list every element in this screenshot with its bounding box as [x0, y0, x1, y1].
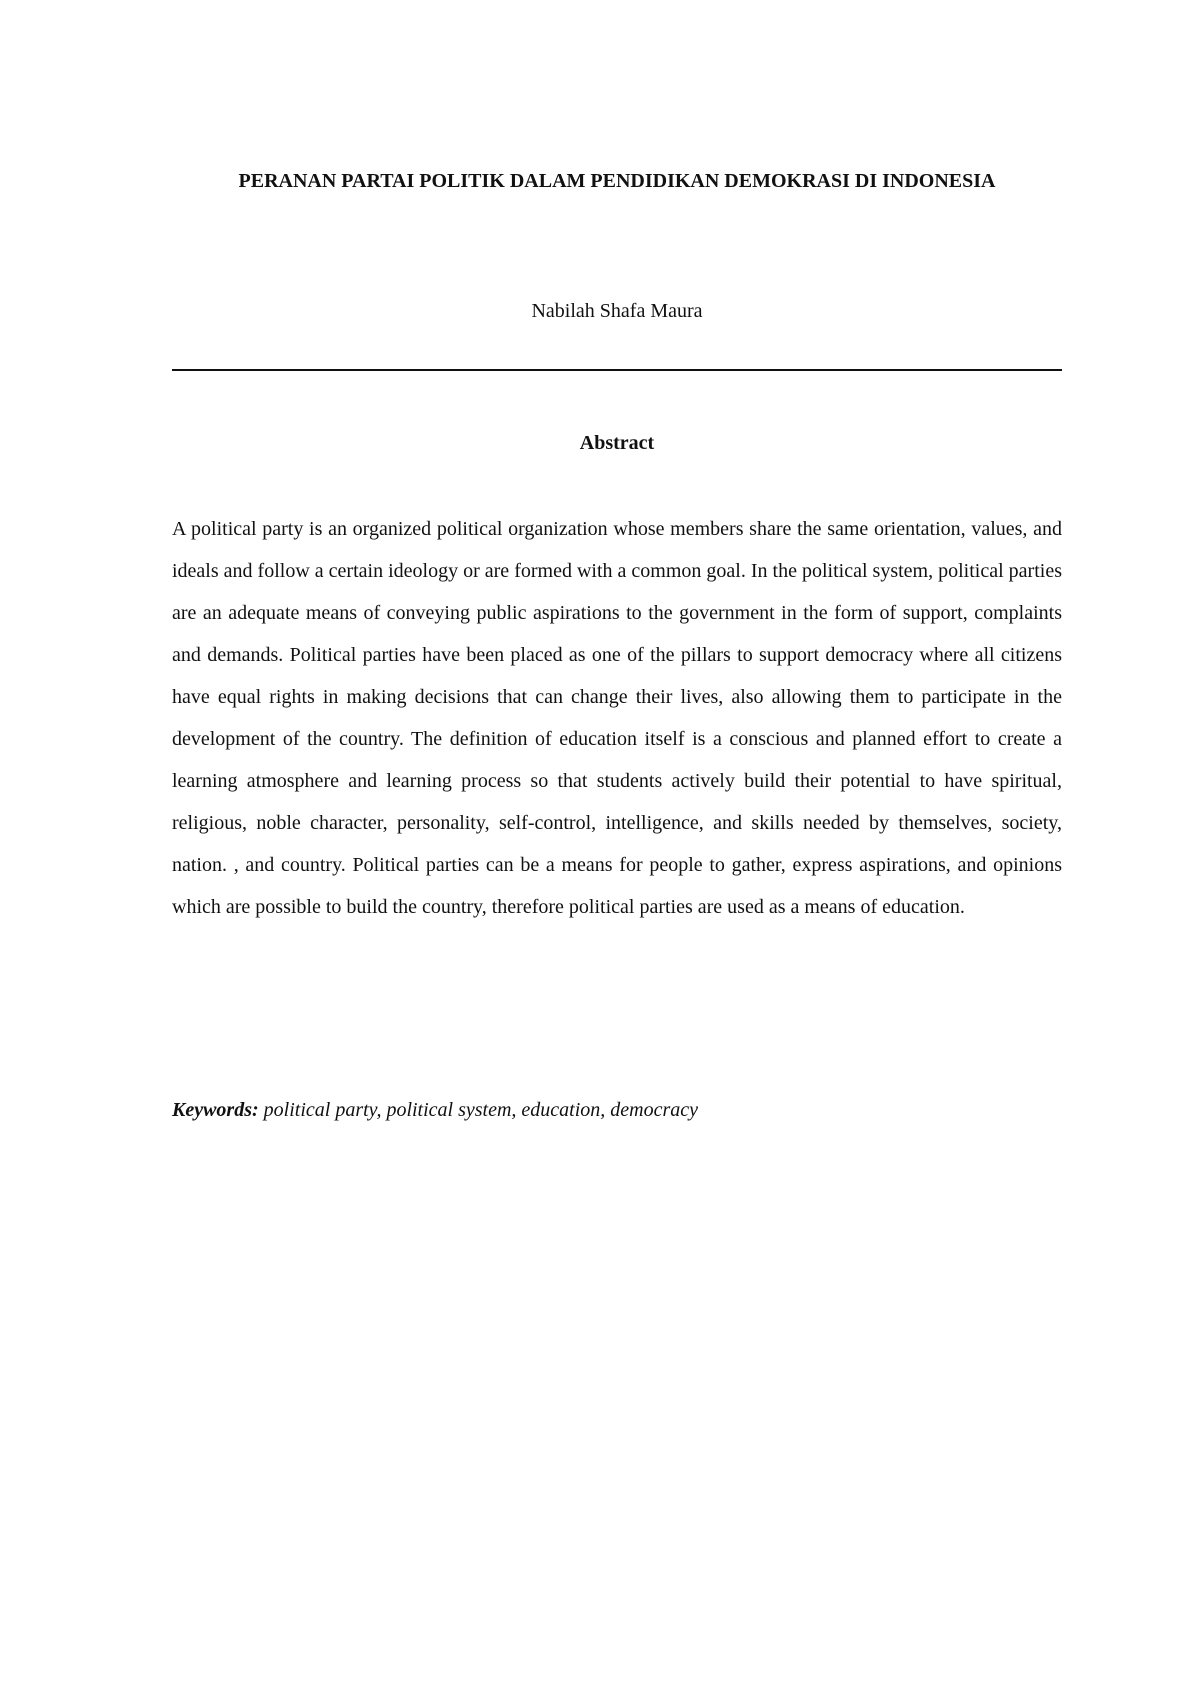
keywords-label: Keywords: [172, 1099, 259, 1121]
horizontal-divider [172, 369, 1062, 371]
keywords-list: political party, political system, education, democracy [258, 1099, 699, 1121]
paper-title: PERANAN PARTAI POLITIK DALAM PENDIDIKAN DEMOKRASI DI INDONESIA [238, 170, 996, 192]
abstract-body: A political party is an organized political organization whose members share the same orientation, values, and ideals and follow a certain ideology or are formed with a common goal. In the political system, political parties are an adequate means of conveying public aspirations to the government in the form of support, complaints and demands. Political parties have been placed as one of the pillars to support democracy where all citizens have equal rights in making decisions that can change their lives, also allowing them to participate in the development of the country. The definition of education itself is a conscious and planned effort to create a learning atmosphere and learning process so that students actively build their potential to have spiritual, religious, noble character, personality, self-control, intelligence, and skills needed by themselves, society, nation. , and country. Political parties can be a means for people to gather, express aspirations, and opinions which are possible to build the country, therefore political parties are used as a means of education. [172, 518, 1062, 918]
abstract-heading: Abstract [579, 432, 655, 454]
keywords-line [172, 1095, 1062, 1125]
author-name: Nabilah Shafa Maura [531, 300, 703, 322]
